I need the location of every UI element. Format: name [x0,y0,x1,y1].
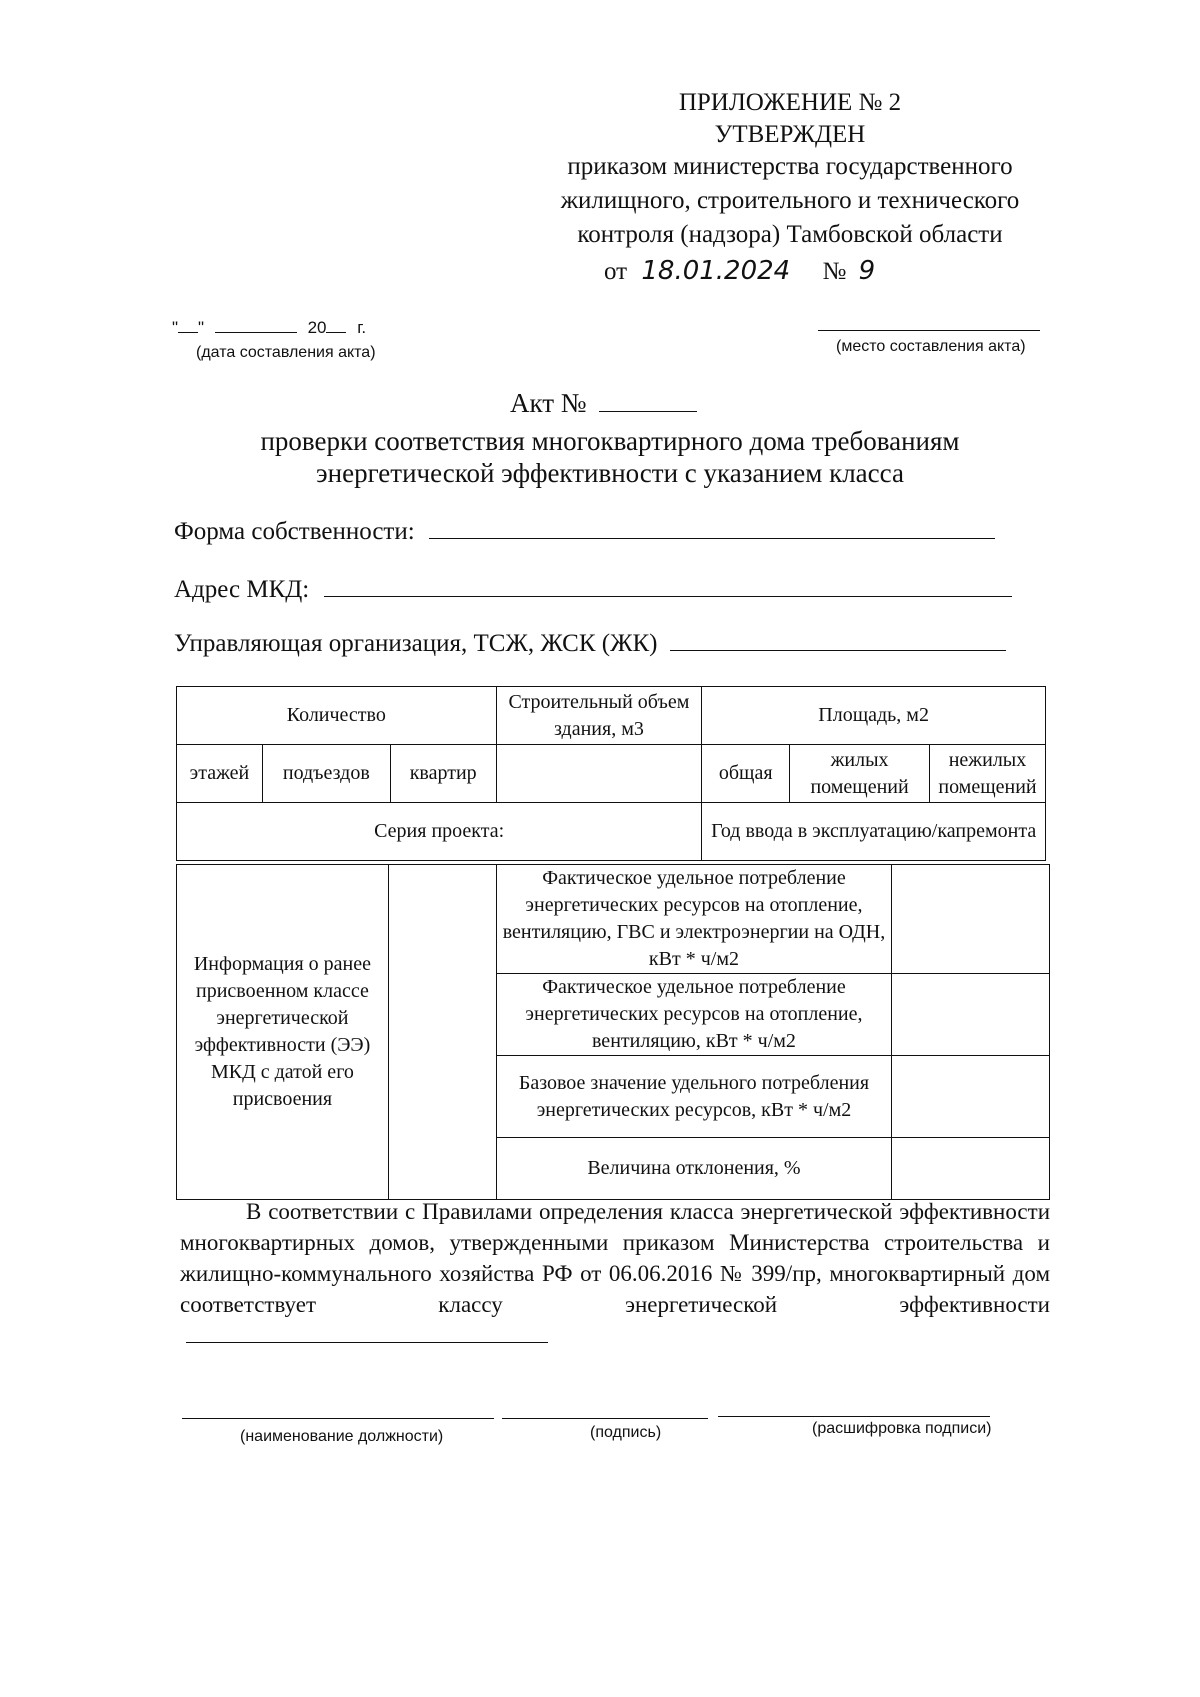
previous-class-value [388,865,496,1200]
quote-close: " [198,318,205,337]
actual-consumption-2-value [892,974,1050,1056]
energy-class-blank [186,1342,548,1343]
quote-open: " [172,318,179,337]
nonresidential-area-header: нежилых помещений [929,745,1045,803]
signature-line [502,1418,708,1419]
order-line-3: контроля (надзора) Тамбовской области [577,221,1003,248]
management-label: Управляющая организация, ТСЖ, ЖСК (ЖК) [174,630,658,657]
decoding-caption: (расшифровка подписи) [812,1420,992,1437]
residential-area-header: жилых помещений [790,745,930,803]
base-consumption-label: Базовое значение удельного потребления энергетических ресурсов, кВт * ч/м2 [496,1056,892,1138]
act-subtitle-2: энергетической эффективности с указанием класса [316,458,904,488]
energy-info-table [176,864,1050,1200]
deviation-label: Величина отклонения, % [496,1138,892,1200]
ownership-label: Форма собственности: [174,518,415,545]
area-header: Площадь, м2 [702,687,1046,745]
place-blank [818,330,1040,331]
handwritten-date: 18.01.2024 [641,256,791,286]
place-caption: (место составления акта) [836,338,1026,355]
floors-header: этажей [177,745,263,803]
position-line [182,1418,494,1419]
month-blank [215,332,297,333]
year-label: Год ввода в эксплуатацию/капремонта [702,803,1046,861]
order-line-2: жилищного, строительного и технического [560,187,1020,214]
series-label: Серия проекта: [177,803,702,861]
address-label: Адрес МКД: [174,576,310,603]
quantity-header: Количество [177,687,497,745]
actual-consumption-1-label: Фактическое удельное потребление энергетических ресурсов на отопление, вентиляцию, ГВС и электроэнергии на ОДН, кВт * ч/м2 [496,865,892,974]
total-area-header: общая [702,745,790,803]
entrances-header: подъездов [262,745,390,803]
address-blank [324,596,1012,597]
year-prefix: 20 [307,318,327,337]
apartments-header: квартир [390,745,496,803]
appendix-title: ПРИЛОЖЕНИЕ № 2 [678,89,902,116]
ownership-blank [429,538,995,539]
number-label: № [822,258,847,285]
deviation-value [892,1138,1050,1200]
actual-consumption-1-value [892,865,1050,974]
volume-header: Строительный объем здания, м3 [496,687,702,745]
day-blank [178,332,198,333]
handwritten-number: 9 [858,256,876,286]
act-number-blank [599,411,697,412]
year-suffix: г. [357,318,367,337]
approved-label: УТВЕРЖДЕН [714,121,866,148]
actual-consumption-2-label: Фактическое удельное потребление энергетических ресурсов на отопление, вентиляцию, кВт * ч/м2 [496,974,892,1056]
building-info-table [176,686,1046,861]
management-row [174,630,1006,658]
decoding-line [718,1416,990,1417]
previous-class-info: Информация о ранее присвоенном классе энергетической эффективности (ЭЭ) МКД с датой его присвоения [177,865,389,1200]
date-fill-row [172,318,366,338]
conformity-text: В соответствии с Правилами определения класса энергетической эффективности многоквартирных домов, утвержденными приказом Министерства строительства и жилищно-коммунального хозяйства РФ от 06.06.2016 № 399/пр, многоквартирный дом соответствует классу энергетической эффективности [180,1199,1050,1317]
act-label: Акт № [510,388,587,418]
year-blank [326,332,346,333]
date-caption: (дата составления акта) [196,344,376,361]
order-line-1: приказом министерства государственного [567,153,1013,180]
signature-caption: (подпись) [590,1424,662,1441]
management-blank [670,650,1006,651]
act-subtitle-1: проверки соответствия многоквартирного дома требованиям [260,426,960,456]
ownership-row [174,518,995,546]
address-row [174,576,1012,604]
position-caption: (наименование должности) [240,1428,444,1445]
act-title [510,388,697,419]
conformity-paragraph [180,1196,1050,1351]
volume-value [496,745,702,803]
base-consumption-value [892,1056,1050,1138]
from-label: от [604,258,628,285]
order-date-row [604,254,875,289]
